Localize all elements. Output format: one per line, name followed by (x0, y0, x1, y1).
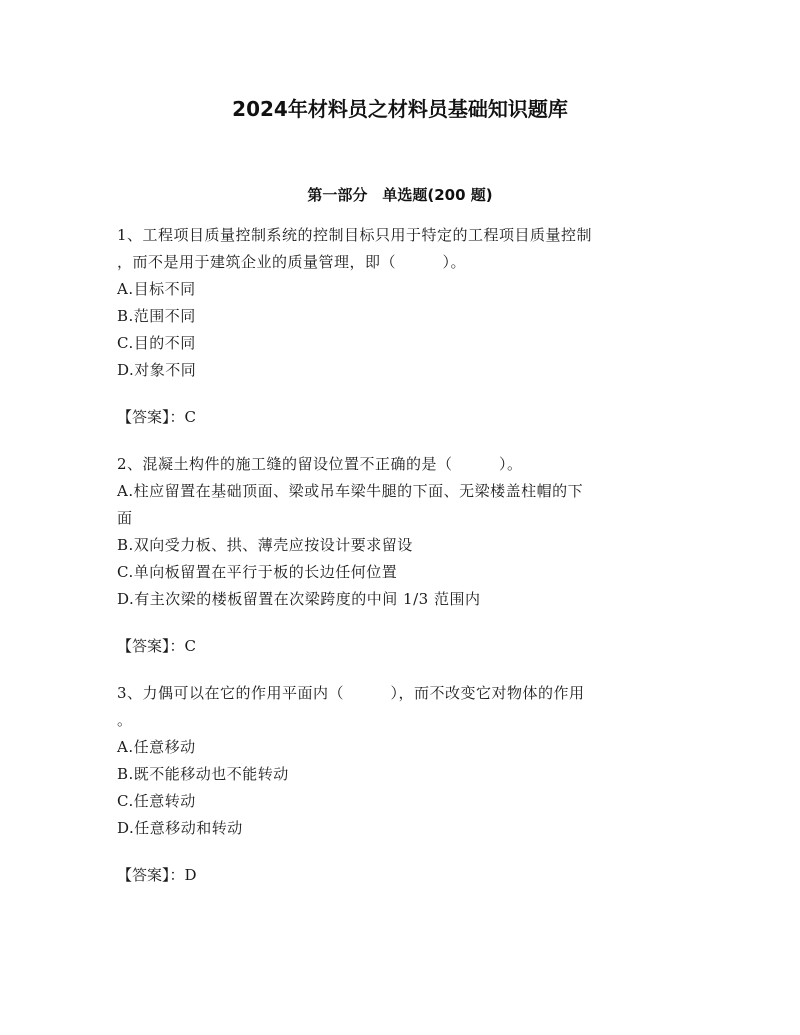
option-a: A.任意移动 (117, 738, 196, 756)
answer-value: D (184, 866, 197, 884)
option-c: C.单向板留置在平行于板的长边任何位置 (117, 563, 398, 581)
option-d: D.有主次梁的楼板留置在次梁跨度的中间 1/3 范围内 (117, 590, 481, 608)
option-d: D.任意移动和转动 (117, 819, 243, 837)
option-a: A.柱应留置在基础顶面、梁或吊车梁牛腿的下面、无梁楼盖柱帽的下 (117, 482, 584, 500)
answer-label: 【答案】： (117, 637, 185, 655)
option-b: B.范围不同 (117, 307, 196, 325)
question-stem-line: 2、混凝土构件的施工缝的留设位置不正确的是（ ）。 (117, 455, 523, 473)
answer-row (117, 404, 683, 431)
option-d: D.对象不同 (117, 361, 197, 379)
option-b: B.既不能移动也不能转动 (117, 765, 289, 783)
document-title: 2024年材料员之材料员基础知识题库 (232, 97, 568, 121)
section-title: 第一部分 单选题(200 题) (307, 186, 493, 204)
question-1 (117, 222, 683, 431)
question-stem-line: ，而不是用于建筑企业的质量管理，即（ ）。 (117, 253, 467, 271)
answer-value: C (184, 408, 196, 426)
option-a-continued: 面 (117, 509, 133, 527)
option-b: B.双向受力板、拱、薄壳应按设计要求留设 (117, 536, 413, 554)
option-c: C.任意转动 (117, 792, 196, 810)
question-2 (117, 451, 683, 660)
option-a: A.目标不同 (117, 280, 196, 298)
answer-label: 【答案】： (117, 408, 185, 426)
question-stem-line: 3、力偶可以在它的作用平面内（ ），而不改变它对物体的作用 (117, 684, 585, 702)
answer-row (117, 633, 683, 660)
answer-value: C (184, 637, 196, 655)
option-c: C.目的不同 (117, 334, 196, 352)
question-stem-line: 。 (117, 711, 133, 729)
question-list (117, 222, 683, 909)
question-3 (117, 680, 683, 889)
question-stem-line: 1、工程项目质量控制系统的控制目标只用于特定的工程项目质量控制 (117, 226, 593, 244)
answer-label: 【答案】： (117, 866, 185, 884)
answer-row (117, 862, 683, 889)
